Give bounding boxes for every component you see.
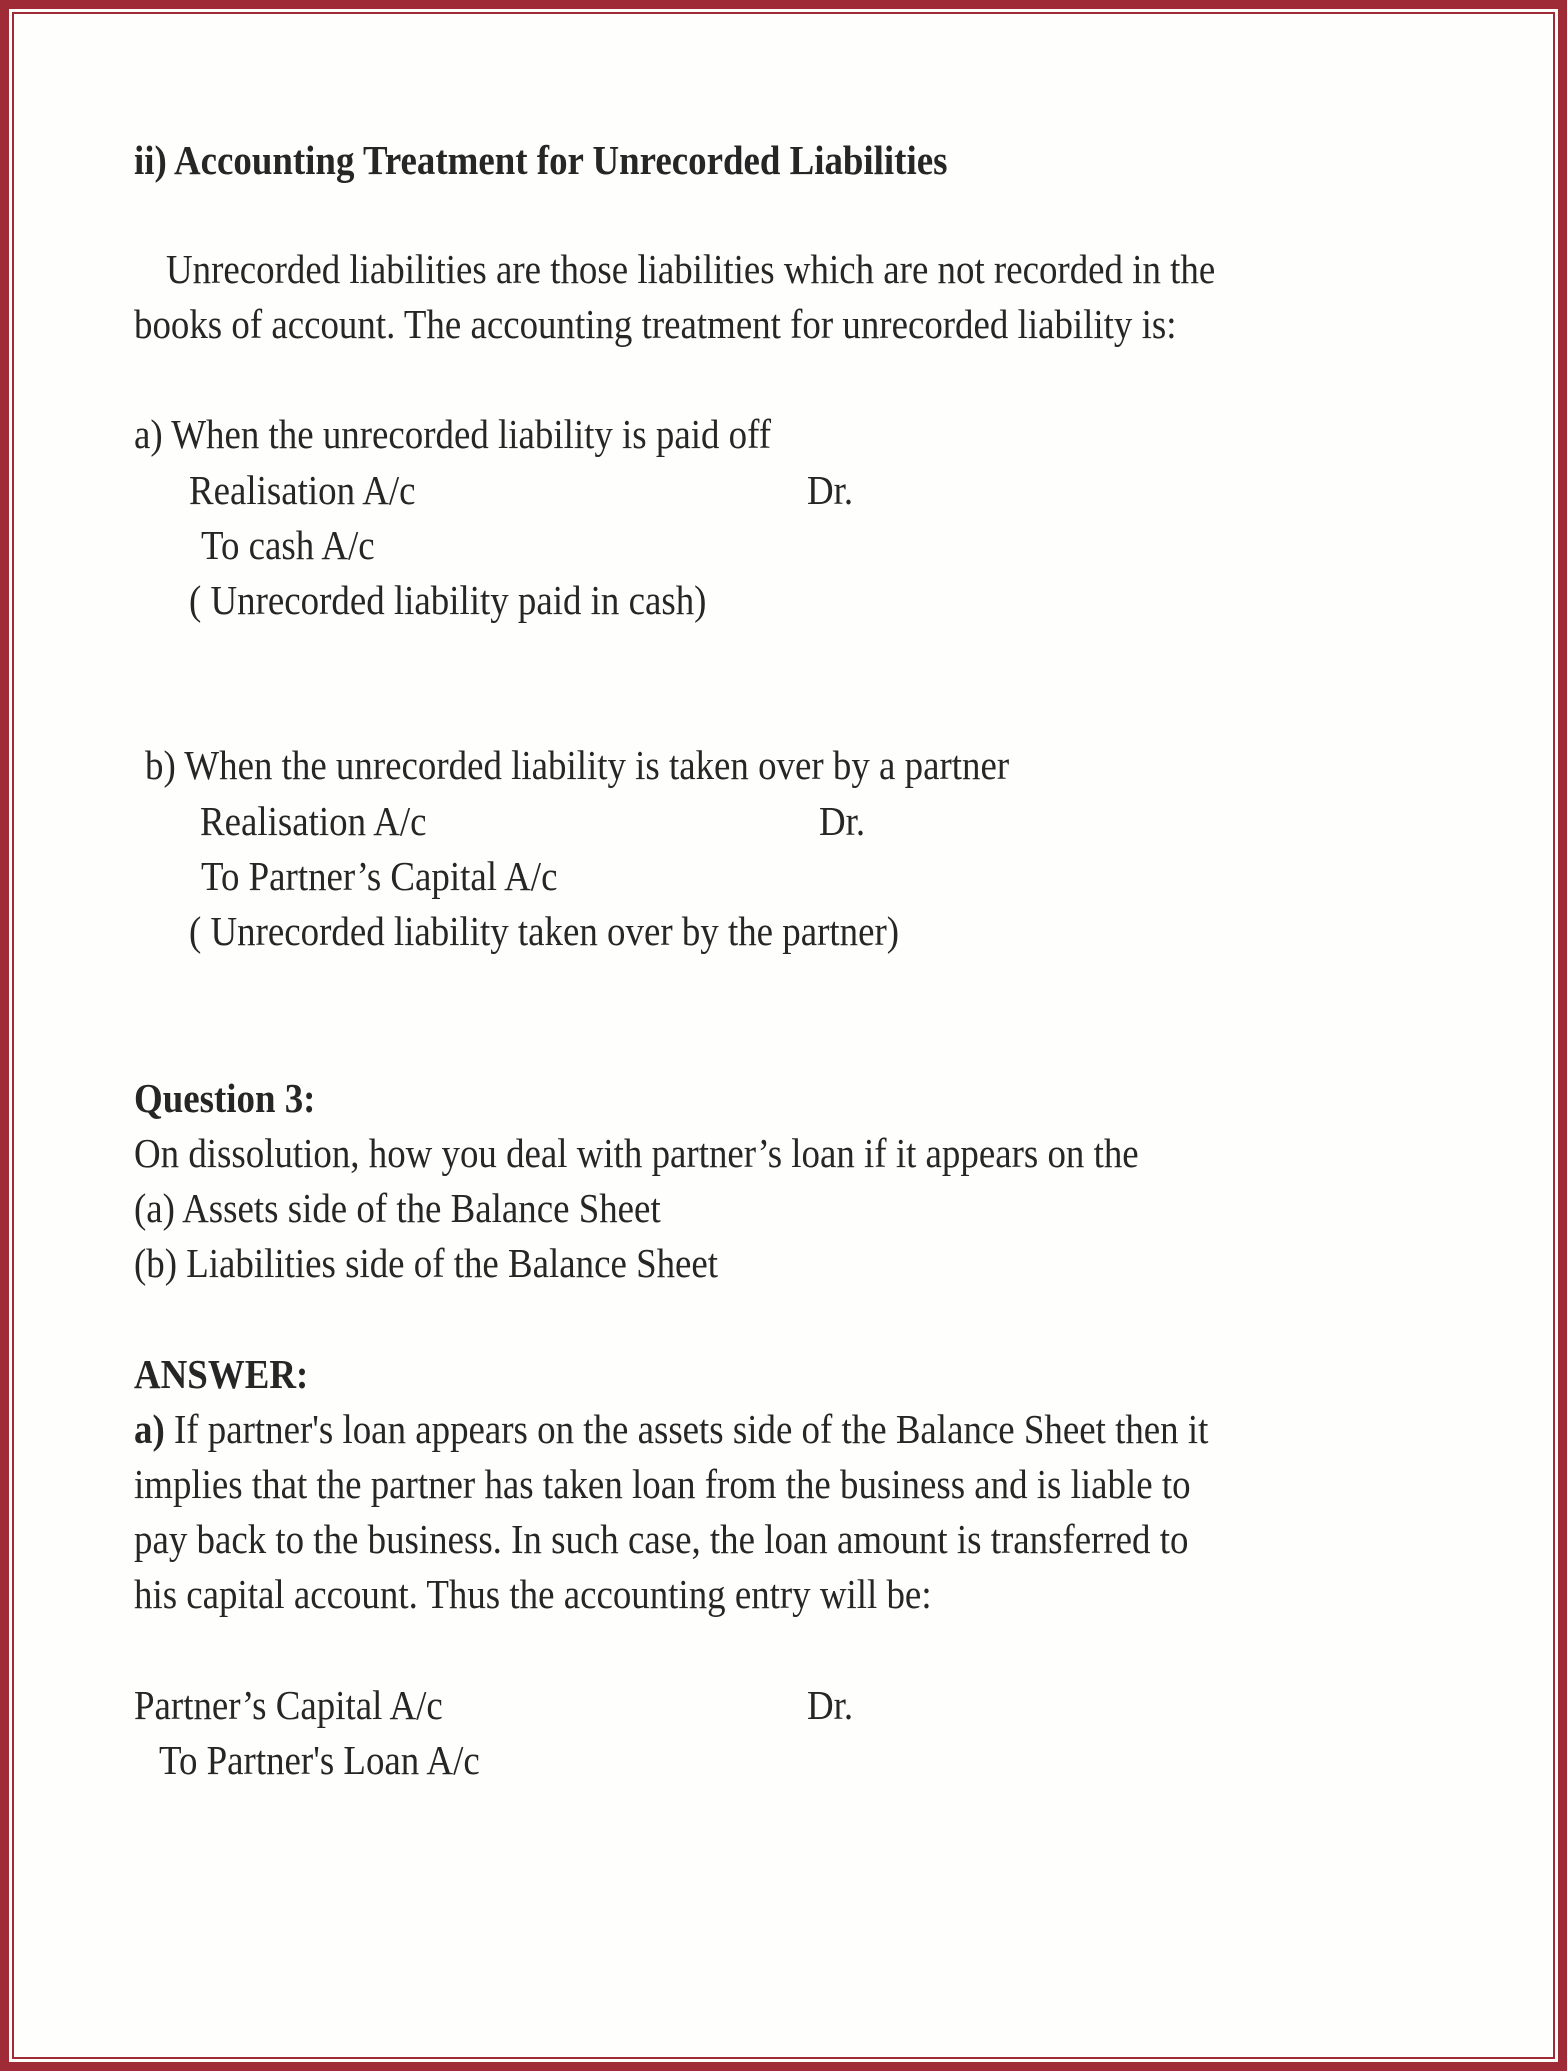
case-b-credit: To Partner’s Capital A/c [201,853,558,899]
case-b-title: b) When the unrecorded liability is taken over by a partner [145,742,1010,788]
entry-credit: To Partner's Loan A/c [159,1737,480,1783]
question-label: Question 3: [134,1075,316,1121]
section-heading: ii) Accounting Treatment for Unrecorded Liabilities [134,137,948,183]
answer-part-a-line-1 [134,1406,1209,1452]
case-a-narration: ( Unrecorded liability paid in cash) [189,577,707,623]
question-option-a: (a) Assets side of the Balance Sheet [134,1185,661,1231]
case-b-narration: ( Unrecorded liability taken over by the partner) [189,908,900,954]
entry-debit: Partner’s Capital A/c [134,1682,443,1728]
answer-part-a-line-3: pay back to the business. In such case, the loan amount is transferred to [134,1516,1189,1562]
case-a-debit: Realisation A/c [189,467,416,513]
intro-line-1: Unrecorded liabilities are those liabilities which are not recorded in the [166,246,1216,292]
case-a-dr: Dr. [807,467,854,513]
entry-dr: Dr. [807,1682,854,1728]
answer-part-a-text: If partner's loan appears on the assets side of the Balance Sheet then it [164,1406,1209,1452]
answer-part-a-line-4: his capital account. Thus the accounting entry will be: [134,1571,932,1617]
case-b-dr: Dr. [819,798,866,844]
question-text: On dissolution, how you deal with partner’s loan if it appears on the [134,1130,1139,1176]
case-a-credit: To cash A/c [201,522,375,568]
answer-part-a-marker: a) [134,1406,165,1452]
question-option-b: (b) Liabilities side of the Balance Sheet [134,1240,719,1286]
answer-label: ANSWER: [134,1351,309,1397]
answer-part-a-line-2: implies that the partner has taken loan from the business and is liable to [134,1461,1191,1507]
page [12,12,1555,2059]
intro-line-2: books of account. The accounting treatment for unrecorded liability is: [134,301,1177,347]
case-b-debit: Realisation A/c [200,798,427,844]
case-a-title: a) When the unrecorded liability is paid off [134,411,772,457]
